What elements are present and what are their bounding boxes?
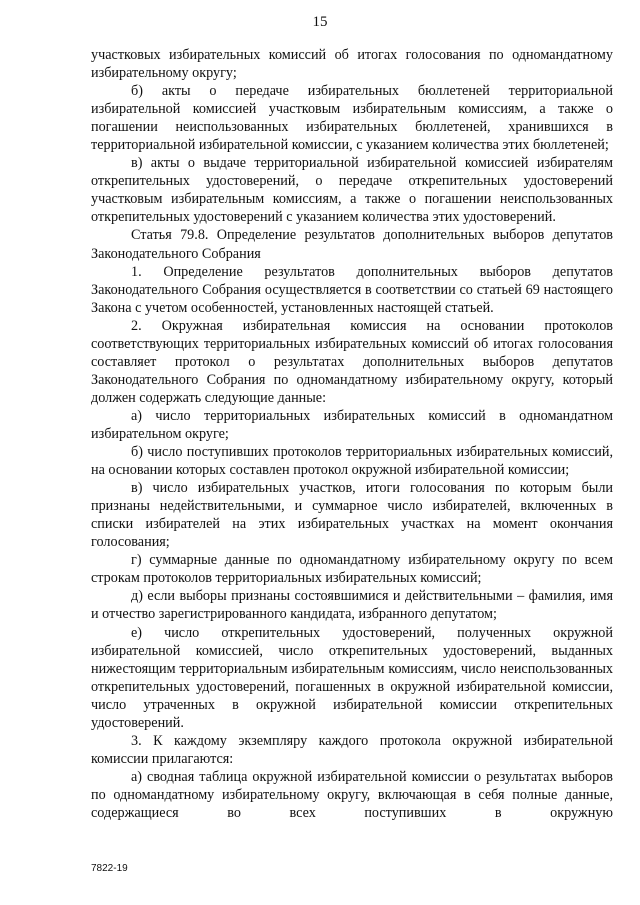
list-item-b: б) число поступивших протоколов территориальных избирательных комиссий, на основании которых составлен протокол окружной избирательной комиссии;	[91, 444, 613, 479]
list-item-a: а) число территориальных избирательных комиссий в одномандатном избирательном округе;	[91, 407, 613, 442]
list-item-v: в) число избирательных участков, итоги голосования по которым были признаны недействительными, и суммарное число избирателей, включенных в списки избирателей на этих избирательных участках на момент окончания голосования;	[91, 480, 613, 551]
list-item-d: д) если выборы признаны состоявшимися и действительными – фамилия, имя и отчество зарегистрированного кандидата, избранного депутатом;	[91, 588, 613, 623]
list-item-e: е) число открепительных удостоверений, полученных окружной избирательной комиссией, число открепительных удостоверений, выданных нижестоящим территориальным избирательным комиссиям, число неиспользованных открепительных удостоверений, погашенных в окружной избирательной комиссии, число утраченных в окружной избирательной комиссии открепительных удостоверений.	[91, 624, 613, 731]
list-item-a: а) сводная таблица окружной избирательной комиссии о результатах выборов по одномандатному избирательному округу, включающая в себя полные данные, содержащиеся во всех поступивших в окружную	[91, 768, 613, 821]
clause-3: 3. К каждому экземпляру каждого протокола окружной избирательной комиссии прилагаются:	[91, 732, 613, 767]
clause-2: 2. Окружная избирательная комиссия на основании протоколов соответствующих территориальных избирательных комиссий об итогах голосования составляет протокол о результатах дополнительных выборов депутатов Законодательного Собрания по одномандатному избирательному округу, который должен содержать следующие данные:	[91, 317, 613, 406]
document-code: 7822-19	[91, 863, 128, 874]
list-item-b: б) акты о передаче избирательных бюллетеней территориальной избирательной комиссией участковым избирательным комиссиям, а также о погашении неиспользованных избирательных бюллетеней, хранившихся в территориальной избирательной комиссии, с указанием количества этих бюллетеней;	[91, 83, 613, 154]
article-heading: Статья 79.8. Определение результатов дополнительных выборов депутатов Законодательного Собрания	[91, 227, 613, 262]
clause-1: 1. Определение результатов дополнительных выборов депутатов Законодательного Собрания осуществляется в соответствии со статьей 69 настоящего Закона с учетом особенностей, установленных настоящей статьей.	[91, 263, 613, 316]
list-item-g: г) суммарные данные по одномандатному избирательному округу по всем строкам протоколов территориальных избирательных комиссий;	[91, 552, 613, 587]
paragraph-continuation: участковых избирательных комиссий об итогах голосования по одномандатному избирательному округу;	[91, 47, 613, 82]
document-body	[91, 46, 613, 822]
page-number: 15	[312, 14, 328, 30]
list-item-v: в) акты о выдаче территориальной избирательной комиссией избирателям открепительных удостоверений, о передаче открепительных удостоверений участковым избирательным комиссиям, а также о погашении неиспользованных открепительных удостоверений с указанием количества этих удостоверений.	[91, 155, 613, 226]
